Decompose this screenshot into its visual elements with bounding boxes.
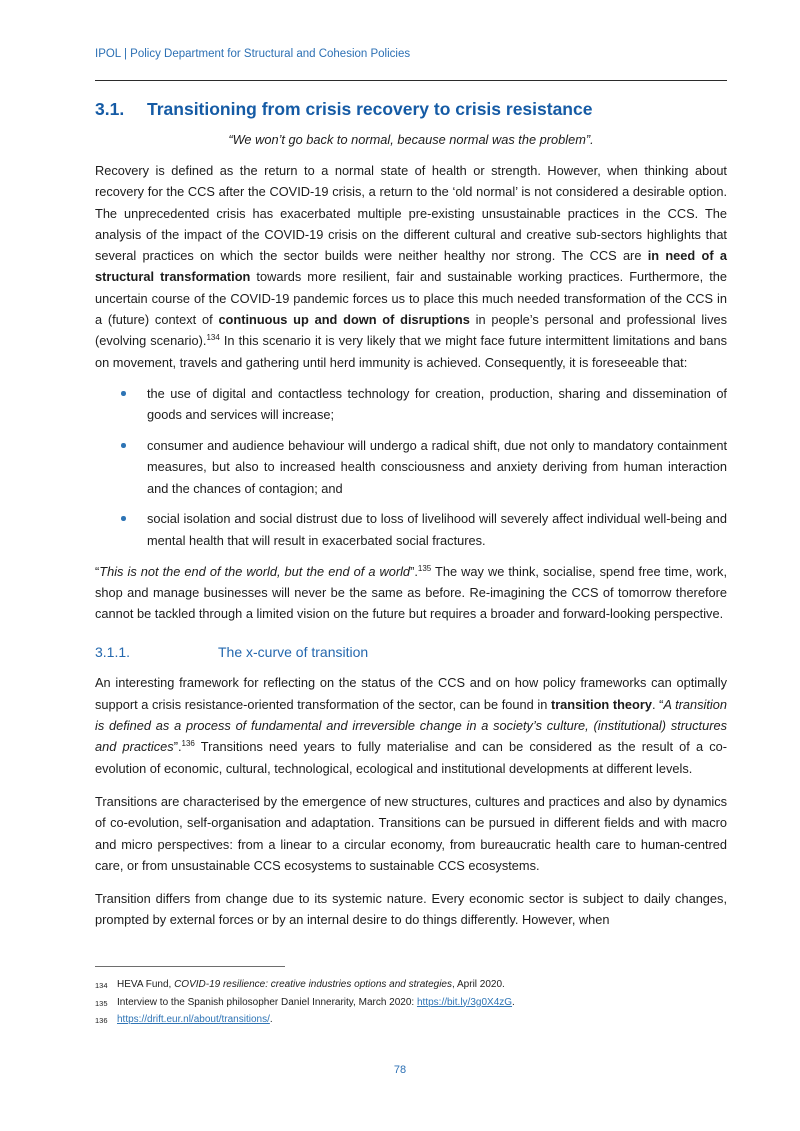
paragraph <box>95 791 727 876</box>
header-rule <box>95 80 727 81</box>
text-run: Transition differs from change due to its systemic nature. Every economic sector is subject to daily changes, prompted by external forces or by an internal desire to do things differently. However, when <box>95 891 727 928</box>
paragraph <box>95 888 727 931</box>
text-run: ”. <box>173 739 182 755</box>
footnote-text <box>117 995 727 1013</box>
text-run: in people’s personal and professional lives (evolving scenario). <box>95 312 727 349</box>
bullet-dot-icon <box>121 391 126 396</box>
subsection-heading <box>95 643 727 662</box>
paragraph <box>95 672 727 778</box>
text-run: . <box>512 996 515 1008</box>
text-run: consumer and audience behaviour will undergo a radical shift, due not only to mandatory containment measures, but also to increased health consciousness and anxiety deriving from human interaction and the chances of contagion; and <box>147 438 727 496</box>
footnote-link[interactable]: https://bit.ly/3g0X4zG <box>416 996 513 1008</box>
text-run: transition theory <box>550 696 652 712</box>
footnote-text <box>117 1012 727 1030</box>
bullet-dot-icon <box>121 516 126 521</box>
text-run: in need of a structural transformation <box>95 248 727 285</box>
epigraph-quote: “We won’t go back to normal, because normal was the problem”. <box>228 132 594 147</box>
footnote-ref: 136 <box>181 739 195 749</box>
text-run: Interview to the Spanish philosopher Daniel Innerarity, March 2020: <box>117 996 417 1008</box>
footnote-ref: 134 <box>206 333 220 343</box>
text-run: ”. <box>410 563 418 579</box>
text-run: A transition is defined as a process of fundamental and irreversible change in a society’s culture, (institutional) structures and practices <box>95 696 728 755</box>
footnote-link[interactable]: https://drift.eur.nl/about/transitions/ <box>117 1014 270 1025</box>
text-run: This is not the end of the world, but the end of a world <box>99 563 411 579</box>
section-heading <box>95 98 727 120</box>
text-run: Transitions need years to fully materialise and can be considered as the result of a co-evolution of economic, cultural, technological, ecological and institutional developments at different levels. <box>95 739 727 776</box>
bullet-text <box>147 438 727 496</box>
footnote <box>95 977 727 995</box>
footnote-number: 136 <box>95 1016 108 1025</box>
text-run: social isolation and social distrust due to loss of livelihood will severely affect individual well-being and mental health that will result in exacerbated social fractures. <box>147 511 727 548</box>
bullet-text <box>147 386 727 422</box>
text-run: Recovery is defined as the return to a normal state of health or strength. However, when thinking about recovery for the CCS after the COVID-19 crisis, a return to the ‘old normal’ is not considered a desirable option. The unprecedented crisis has exacerbated multiple pre-existing unsustainable practices in the CCS. The analysis of the impact of the COVID-19 crisis on the different cultural and creative sub-sectors highlights that several practices on which the sector builds were neither healthy nor strong. The CCS are <box>95 163 727 264</box>
text-run: towards more resilient, fair and sustainable working practices. Furthermore, the uncertain course of the COVID-19 pandemic forces us to place this much needed transformation of the CCS in a (future) context of <box>95 269 727 328</box>
page-number: 78 <box>393 1064 407 1076</box>
page-content <box>95 0 727 931</box>
footnote-ref: 135 <box>417 563 432 573</box>
bullet-item <box>95 435 727 499</box>
document-header: IPOL | Policy Department for Structural and Cohesion Policies <box>95 48 411 60</box>
footnote-block <box>95 966 727 1030</box>
footnote-number: 135 <box>95 998 108 1008</box>
footnote-separator <box>95 966 285 967</box>
section-title: Transitioning from crisis recovery to crisis resistance <box>147 99 593 119</box>
text-run: . <box>269 1014 273 1025</box>
bullet-item <box>95 383 727 426</box>
footnote-text <box>117 977 727 995</box>
text-run: HEVA Fund, <box>117 979 175 990</box>
footnote-number: 134 <box>95 981 108 990</box>
bullet-list <box>95 383 727 551</box>
text-run: In this scenario it is very likely that we might face future intermittent limitations and bans on movement, travels and gathering until herd immunity is achieved. Consequently, it is foreseeable that: <box>95 333 727 370</box>
text-run: continuous up and down of disruptions <box>218 312 470 328</box>
text-run: COVID-19 resilience: creative industries options and strategies <box>174 979 452 990</box>
text-run: The way we think, socialise, spend free time, work, shop and manage businesses will never be the same as before. Re-imagining the CCS of tomorrow therefore cannot be tackled through a limited vision on the future but requires a broader and forward-looking perspective. <box>95 563 728 622</box>
text-run: Transitions are characterised by the emergence of new structures, cultures and practices and also by dynamics of co-evolution, self-organisation and adaptation. Transitions can be pursued in different fields and with macro and micro perspectives: from a linear to a circular economy, from bureaucratic health care to human-centred care, or from unsustainable CCS ecosystems to sustainable CCS ecosystems. <box>95 793 727 873</box>
text-run: , April 2020. <box>452 979 505 990</box>
footnote <box>95 1012 727 1030</box>
footnote <box>95 995 727 1013</box>
text-run: . “ <box>651 696 664 712</box>
paragraph <box>95 160 727 373</box>
bullet-text <box>147 511 727 547</box>
bullet-item <box>95 508 727 551</box>
text-run: An interesting framework for reflecting on the status of the CCS and on how policy frameworks can optimally support a crisis resistance-oriented transformation of the sector, can be found in <box>95 675 727 712</box>
bullet-dot-icon <box>121 443 126 448</box>
text-run: the use of digital and contactless technology for creation, production, sharing and dissemination of goods and services will increase; <box>147 385 727 423</box>
subsection-title: The x-curve of transition <box>218 644 369 661</box>
section-number: 3.1. <box>95 99 125 119</box>
subsection-number: 3.1.1. <box>95 644 131 661</box>
text-run: “ <box>95 563 100 579</box>
paragraph <box>95 561 727 625</box>
